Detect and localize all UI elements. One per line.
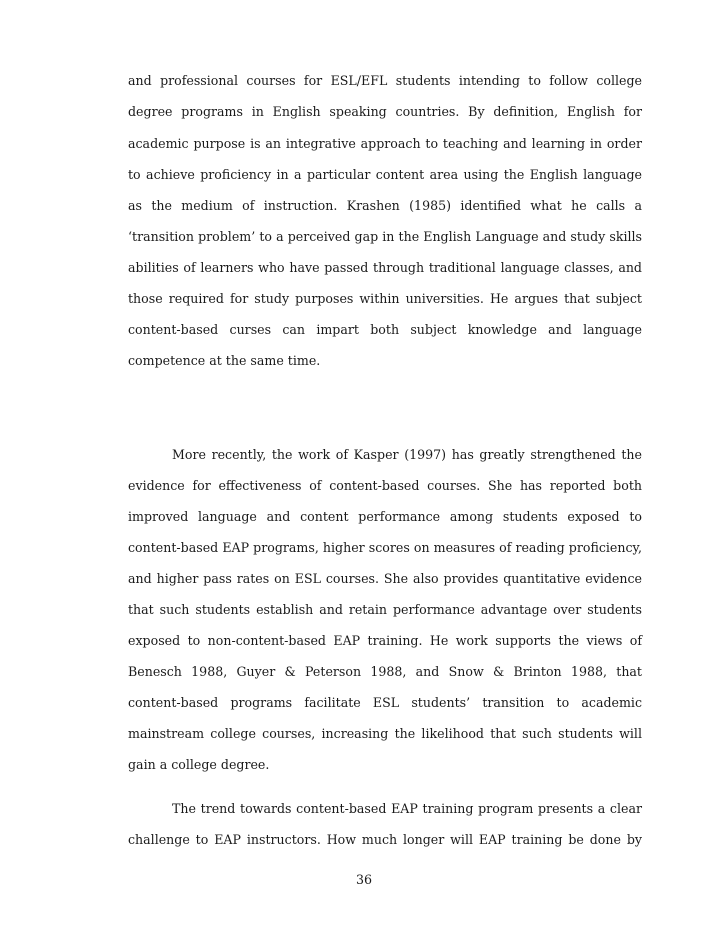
text-line: More recently, the work of Kasper (1997) has greatly strengthened the xyxy=(172,447,642,462)
text-line: those required for study purposes within universities. He argues that subject xyxy=(128,291,642,306)
text-line: mainstream college courses, increasing the likelihood that such students will xyxy=(128,726,642,741)
text-line: Benesch 1988, Guyer & Peterson 1988, and Snow & Brinton 1988, that xyxy=(128,664,642,679)
text-line: content-based EAP programs, higher scores on measures of reading proficiency, xyxy=(128,540,642,555)
text-line: challenge to EAP instructors. How much longer will EAP training be done by xyxy=(128,832,642,847)
text-line: academic purpose is an integrative approach to teaching and learning in order xyxy=(128,136,642,151)
text-line: The trend towards content-based EAP training program presents a clear xyxy=(172,801,642,816)
page-number: 36 xyxy=(355,872,373,887)
text-line: as the medium of instruction. Krashen (1985) identified what he calls a xyxy=(128,198,642,213)
text-line: evidence for effectiveness of content-based courses. She has reported both xyxy=(128,478,642,493)
text-line: content-based curses can impart both subject knowledge and language xyxy=(128,322,642,337)
text-line: ‘transition problem’ to a perceived gap in the English Language and study skills xyxy=(128,229,642,244)
text-line: gain a college degree. xyxy=(128,757,270,772)
text-line: content-based programs facilitate ESL students’ transition to academic xyxy=(128,695,642,710)
text-line: to achieve proficiency in a particular content area using the English language xyxy=(128,167,642,182)
text-line: abilities of learners who have passed through traditional language classes, and xyxy=(128,260,642,275)
text-line: exposed to non-content-based EAP training. He work supports the views of xyxy=(128,633,642,648)
text-line: and higher pass rates on ESL courses. She also provides quantitative evidence xyxy=(128,571,642,586)
text-line: improved language and content performance among students exposed to xyxy=(128,509,642,524)
text-line: degree programs in English speaking countries. By definition, English for xyxy=(128,104,642,119)
text-line: and professional courses for ESL/EFL students intending to follow college xyxy=(128,73,642,88)
text-line: competence at the same time. xyxy=(128,353,321,368)
text-line: that such students establish and retain performance advantage over students xyxy=(128,602,642,617)
